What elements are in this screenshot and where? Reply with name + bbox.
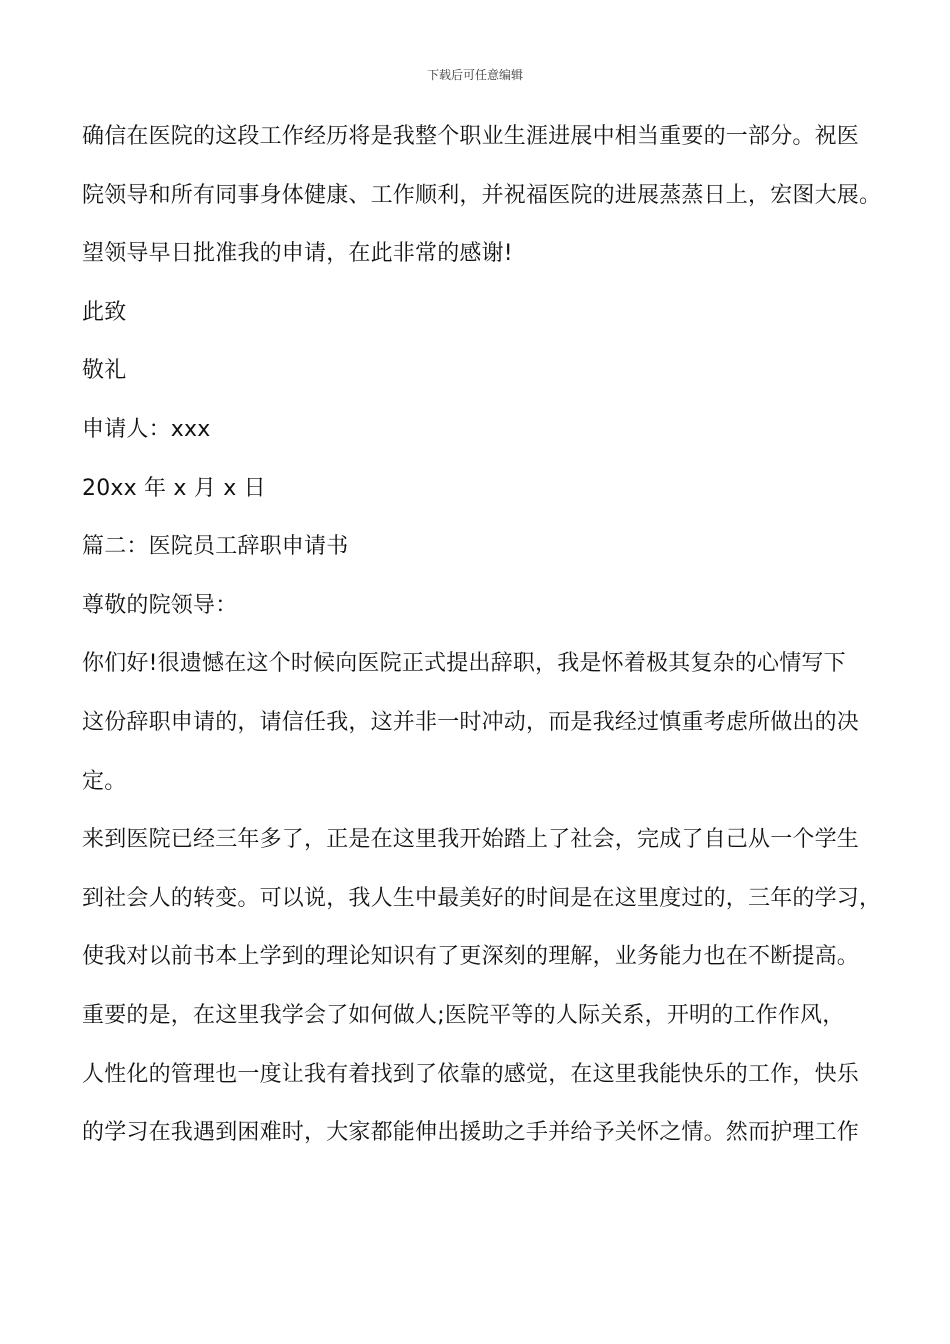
text-line: 定。 xyxy=(82,768,127,794)
text-line: 这份辞职申请的，请信任我，这并非一时冲动，而是我经过慎重考虑所做出的决 xyxy=(82,709,860,735)
applicant-signature: 申请人：xxx xyxy=(82,416,211,442)
text-line: 的学习在我遇到困难时，大家都能伸出援助之手并给予关怀之情。然而护理工作 xyxy=(82,1120,860,1146)
text-line: 院领导和所有同事身体健康、工作顺利，并祝福医院的进展蒸蒸日上，宏图大展。 xyxy=(82,182,882,208)
text-line: 望领导早日批准我的申请，在此非常的感谢! xyxy=(82,241,513,267)
text-line: 来到医院已经三年多了，正是在这里我开始踏上了社会，完成了自己从一个学生 xyxy=(82,827,860,853)
closing-regards: 敬礼 xyxy=(82,358,127,384)
text-line: 使我对以前书本上学到的理论知识有了更深刻的理解，业务能力也在不断提高。 xyxy=(82,944,860,970)
text-line: 确信在医院的这段工作经历将是我整个职业生涯进展中相当重要的一部分。祝医 xyxy=(82,124,860,149)
text-line: 人性化的管理也一度让我有着找到了依靠的感觉，在这里我能快乐的工作，快乐 xyxy=(82,1061,860,1087)
text-line: 重要的是，在这里我学会了如何做人;医院平等的人际关系，开明的工作作风， xyxy=(82,1002,845,1028)
letter-greeting: 尊敬的院领导： xyxy=(82,592,238,618)
letter-date: 20xx 年 x 月 x 日 xyxy=(82,475,266,501)
section-title: 篇二：医院员工辞职申请书 xyxy=(82,534,349,560)
document-body xyxy=(82,116,882,1171)
text-line: 你们好!很遗憾在这个时候向医院正式提出辞职，我是怀着极其复杂的心情写下 xyxy=(82,651,846,677)
closing-salutation: 此致 xyxy=(82,299,127,325)
page-header: 下载后可任意编辑 xyxy=(426,68,523,82)
text-line: 到社会人的转变。可以说，我人生中最美好的时间是在这里度过的，三年的学习， xyxy=(82,885,882,911)
